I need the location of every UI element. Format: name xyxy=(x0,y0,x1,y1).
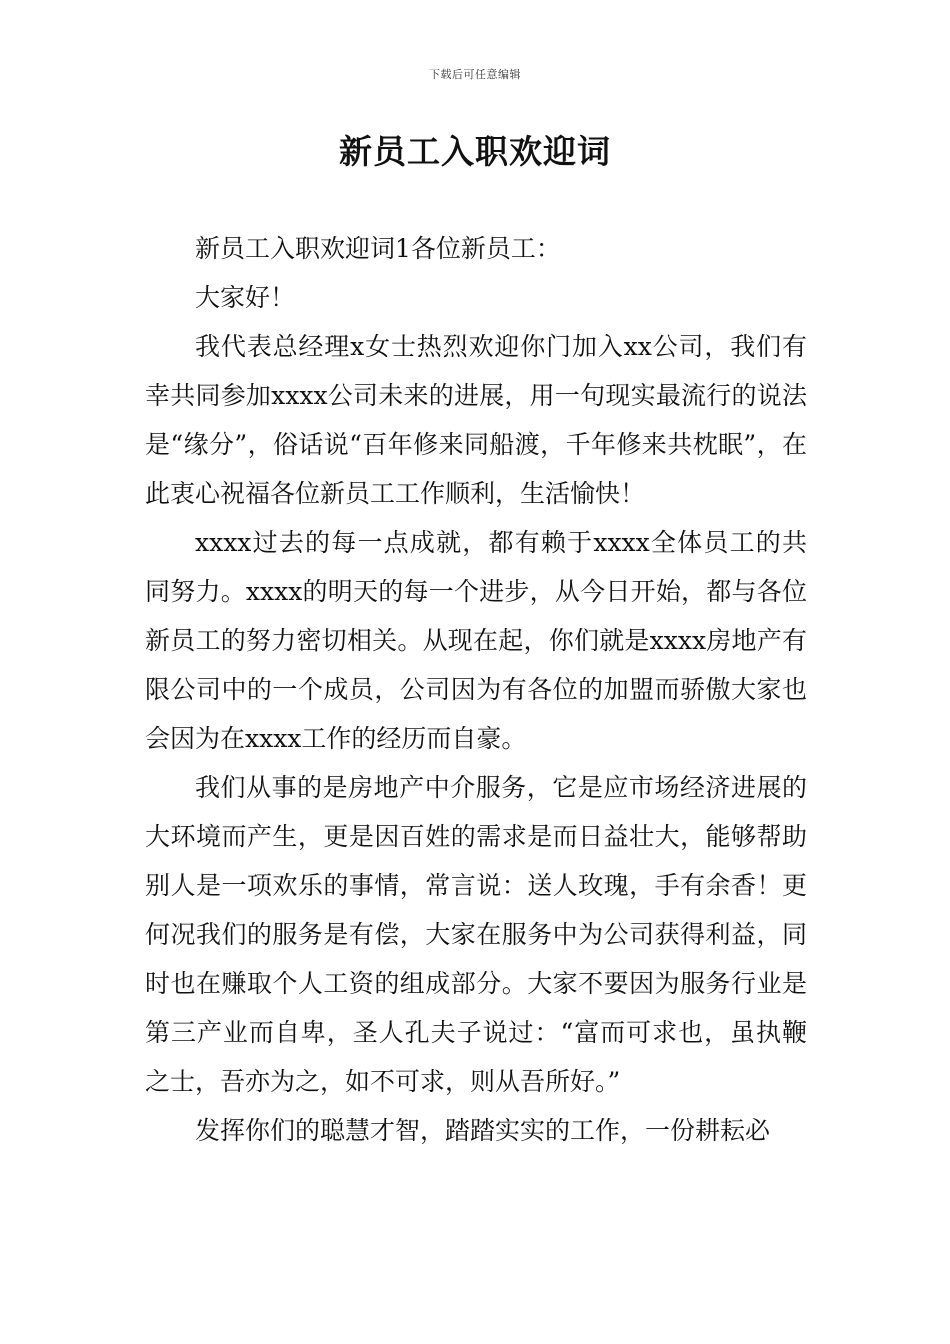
document-title: 新员工入职欢迎词 xyxy=(339,132,611,171)
header-note: 下载后可任意编辑 xyxy=(429,68,521,81)
paragraph-closing: 发挥你们的聪慧才智，踏踏实实的工作，一份耕耘必 xyxy=(195,1116,771,1145)
paragraph-achievements: xxxx过去的每一点成就，都有赖于xxxx全体员工的共同努力。xxxx的明天的每一个进步，从今日开始，都与各位新员工的努力密切相关。从现在起，你们就是xxxx房地产有限公司中的一个成员，公司因为有各位的加盟而骄傲大家也会因为在xxxx工作的经历而自豪。 xyxy=(145,528,807,753)
document-body xyxy=(145,224,807,1155)
paragraph-service: 我们从事的是房地产中介服务，它是应市场经济进展的大环境而产生，更是因百姓的需求是而日益壮大，能够帮助别人是一项欢乐的事情，常言说：送人玫瑰，手有余香！更何况我们的服务是有偿，大家在服务中为公司获得利益，同时也在赚取个人工资的组成部分。大家不要因为服务行业是第三产业而自卑，圣人孔夫子说过：“富而可求也，虽执鞭之士，吾亦为之，如不可求，则从吾所好。” xyxy=(145,773,807,1096)
paragraph-greeting-line: 新员工入职欢迎词1各位新员工： xyxy=(195,234,561,263)
paragraph-welcome: 我代表总经理x女士热烈欢迎你门加入xx公司，我们有幸共同参加xxxx公司未来的进展，用一句现实最流行的说法是“缘分”，俗话说“百年修来同船渡，千年修来共枕眠”，在此衷心祝福各位新员工工作顺利，生活愉快！ xyxy=(145,332,807,508)
paragraph-hello: 大家好！ xyxy=(195,283,296,312)
